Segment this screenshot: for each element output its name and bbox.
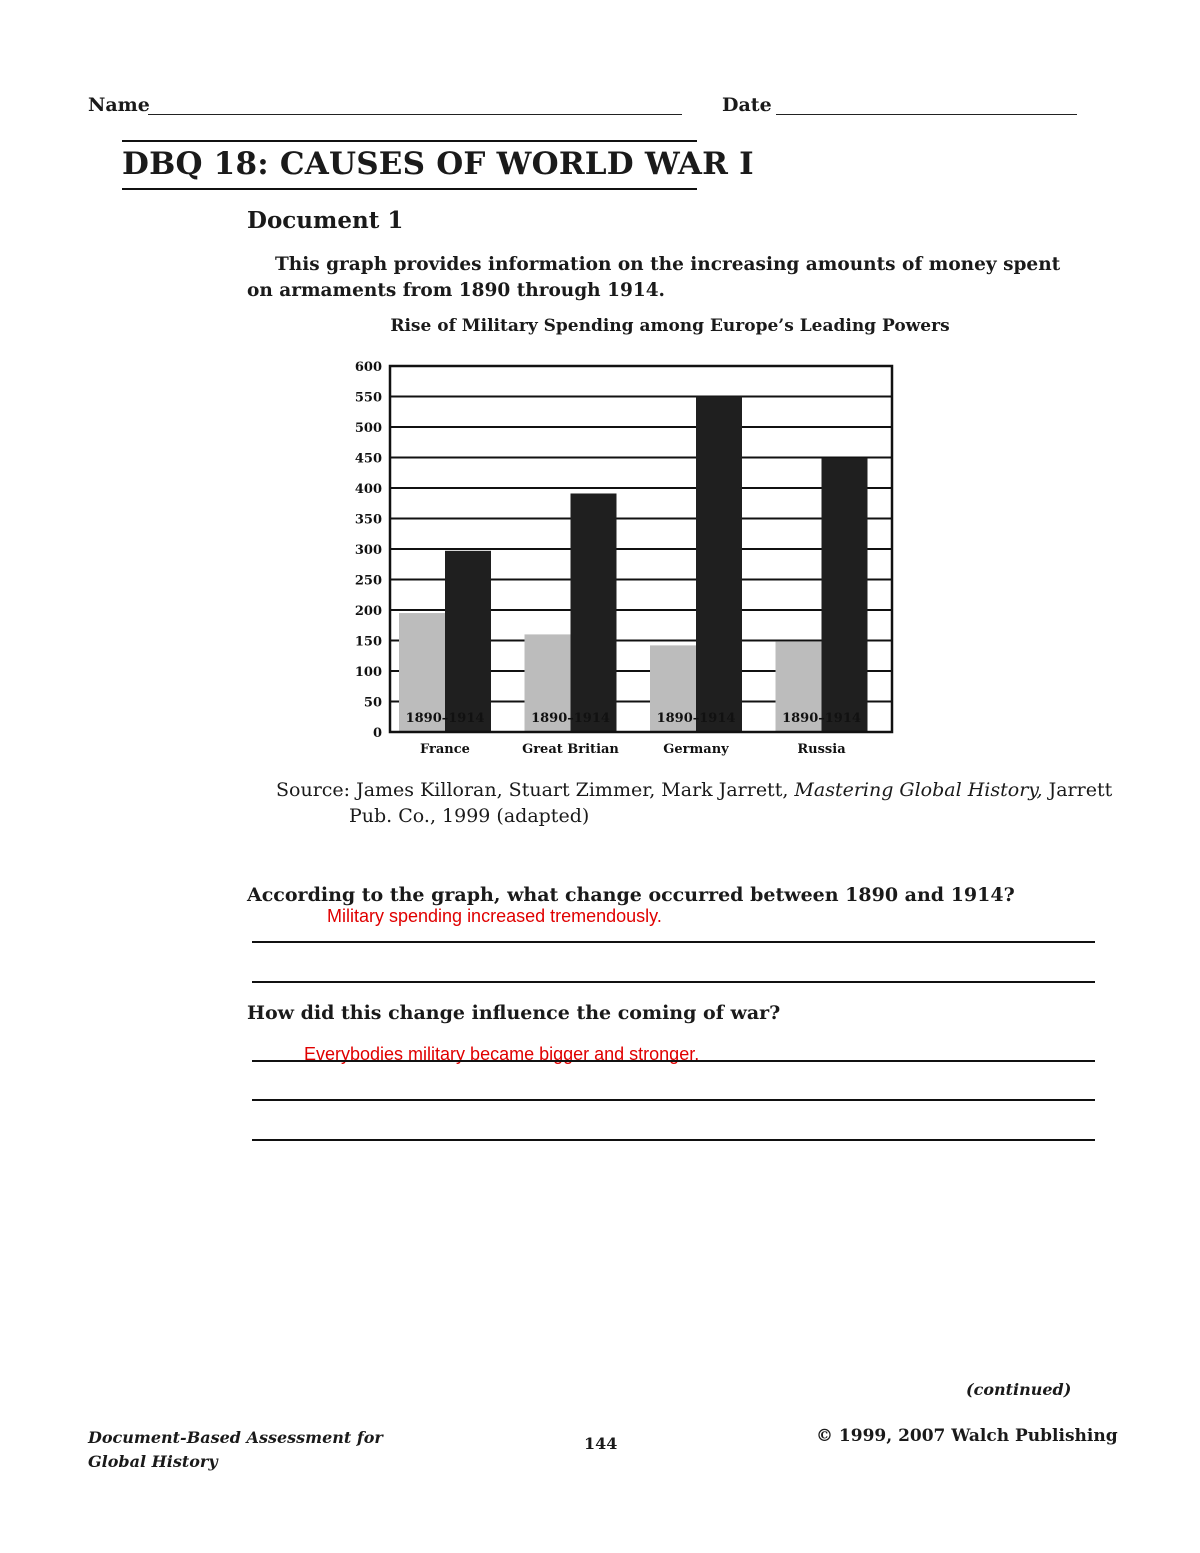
book-title-line2: Global History bbox=[88, 1452, 218, 1471]
title-rule-bottom bbox=[122, 188, 697, 190]
x-category-label: Great Britian bbox=[522, 742, 619, 757]
book-title bbox=[88, 1426, 383, 1474]
name-label: Name bbox=[88, 94, 150, 116]
document-heading: Document 1 bbox=[247, 207, 404, 234]
x-category-label: Germany bbox=[663, 742, 729, 757]
answer-2[interactable]: Everybodies military became bigger and stronger. bbox=[304, 1044, 700, 1064]
x-category-label: France bbox=[420, 742, 470, 757]
bar-1914 bbox=[696, 397, 742, 733]
book-title-line1: Document-Based Assessment for bbox=[88, 1428, 383, 1447]
y-tick-label: 400 bbox=[354, 482, 382, 497]
bar-period-label: 1890–1914 bbox=[782, 711, 861, 726]
y-tick-label: 300 bbox=[354, 543, 382, 558]
y-tick-label: 250 bbox=[354, 573, 382, 589]
y-tick-label: 0 bbox=[372, 726, 382, 741]
document-intro bbox=[247, 252, 1087, 304]
copyright: © 1999, 2007 Walch Publishing bbox=[816, 1426, 1118, 1446]
bar-1914 bbox=[822, 458, 868, 732]
y-tick-label: 500 bbox=[354, 421, 382, 436]
date-field-line[interactable] bbox=[776, 114, 1077, 115]
answer-line bbox=[252, 981, 1095, 983]
date-label: Date bbox=[722, 94, 772, 116]
answer-line bbox=[252, 941, 1095, 943]
source-line2: Pub. Co., 1999 (adapted) bbox=[349, 805, 590, 827]
chart-title: Rise of Military Spending among Europe’s Leading Powers bbox=[390, 316, 950, 336]
y-tick-label: 600 bbox=[354, 360, 382, 375]
answer-line bbox=[252, 1099, 1095, 1101]
source-suffix: Jarrett bbox=[1042, 779, 1113, 801]
page-title: DBQ 18: CAUSES OF WORLD WAR I bbox=[122, 146, 754, 182]
answer-line bbox=[252, 1139, 1095, 1141]
source-book-title: Mastering Global History, bbox=[794, 779, 1043, 801]
question-2: How did this change influence the coming of war? bbox=[247, 1002, 781, 1024]
answer-line bbox=[252, 1060, 1095, 1062]
bar-period-label: 1890–1914 bbox=[405, 711, 485, 726]
name-field-line[interactable] bbox=[148, 114, 682, 115]
bar-1914 bbox=[571, 493, 617, 732]
answer-1[interactable]: Military spending increased tremendously. bbox=[327, 906, 662, 926]
bar-period-label: 1890–1914 bbox=[656, 711, 736, 726]
military-spending-chart bbox=[340, 355, 910, 765]
y-tick-label: 150 bbox=[354, 634, 382, 650]
document-intro-text: This graph provides information on the increasing amounts of money spent on armaments from 1890 through 1914. bbox=[247, 254, 1061, 301]
x-category-label: Russia bbox=[797, 742, 846, 757]
y-tick-label: 450 bbox=[354, 451, 382, 467]
continued-note: (continued) bbox=[966, 1380, 1072, 1399]
chart-source bbox=[276, 777, 1112, 829]
y-tick-label: 350 bbox=[354, 512, 382, 528]
page-number: 144 bbox=[584, 1434, 618, 1453]
bar-1914 bbox=[445, 551, 491, 732]
title-rule-top bbox=[122, 140, 697, 142]
y-tick-label: 550 bbox=[354, 390, 382, 406]
y-tick-label: 100 bbox=[354, 665, 382, 680]
bar-period-label: 1890–1914 bbox=[531, 711, 610, 726]
y-tick-label: 50 bbox=[363, 695, 382, 711]
y-tick-label: 200 bbox=[354, 604, 382, 619]
question-1: According to the graph, what change occurred between 1890 and 1914? bbox=[247, 884, 1015, 906]
source-prefix: Source: James Killoran, Stuart Zimmer, Mark Jarrett, bbox=[276, 779, 795, 801]
